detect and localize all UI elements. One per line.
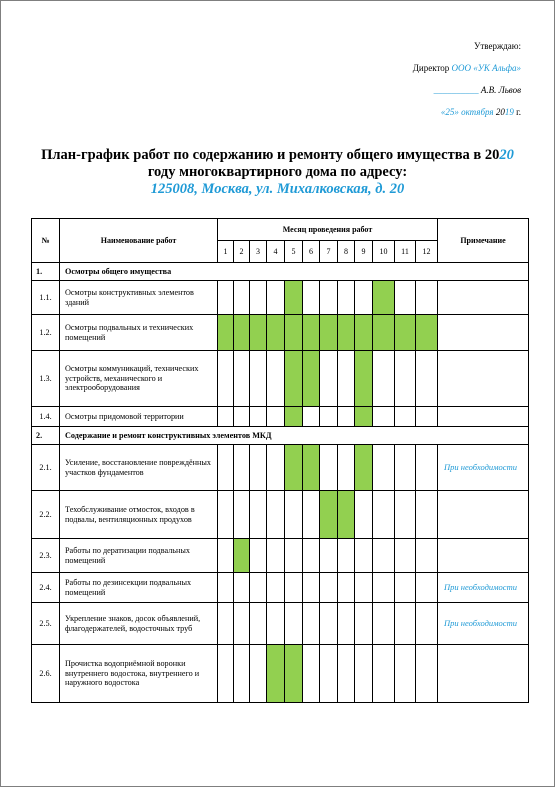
month-cell xyxy=(250,445,267,491)
month-cell xyxy=(218,445,234,491)
month-cell xyxy=(267,445,285,491)
work-number: 1.2. xyxy=(32,315,60,351)
date-quote-open: « xyxy=(440,107,446,117)
signature-blank: __________ xyxy=(433,85,479,95)
month-cell xyxy=(373,645,395,703)
work-row xyxy=(32,573,529,603)
month-cell xyxy=(234,645,250,703)
work-note xyxy=(438,281,529,315)
month-cell-active xyxy=(303,315,320,351)
month-cell xyxy=(355,573,373,603)
work-number: 2.5. xyxy=(32,603,60,645)
month-cell xyxy=(373,491,395,539)
work-row xyxy=(32,351,529,407)
month-header-2: 2 xyxy=(234,241,250,263)
month-cell xyxy=(303,603,320,645)
title-line-1 xyxy=(21,147,534,164)
work-number: 1.1. xyxy=(32,281,60,315)
director-label: Директор xyxy=(412,63,452,73)
work-note xyxy=(438,351,529,407)
section-title: Осмотры общего имущества xyxy=(60,263,529,281)
schedule-table xyxy=(31,218,529,703)
month-cell xyxy=(250,539,267,573)
work-name: Прочистка водоприёмной воронки внутреннего водостока, внутреннего и наружного водостока xyxy=(60,645,218,703)
month-header-9: 9 xyxy=(355,241,373,263)
month-cell xyxy=(218,351,234,407)
month-cell-active xyxy=(416,315,438,351)
month-cell xyxy=(395,491,416,539)
work-number: 2.3. xyxy=(32,539,60,573)
approval-block xyxy=(413,35,521,123)
work-name: Работы по дезинсекции подвальных помещений xyxy=(60,573,218,603)
month-cell xyxy=(395,407,416,427)
date-quote-close: » xyxy=(454,107,459,117)
month-header-11: 11 xyxy=(395,241,416,263)
month-cell-active xyxy=(395,315,416,351)
month-cell-active xyxy=(303,445,320,491)
month-cell xyxy=(416,573,438,603)
month-cell xyxy=(373,445,395,491)
month-cell xyxy=(373,573,395,603)
month-cell xyxy=(320,351,338,407)
month-cell-active xyxy=(320,315,338,351)
work-number: 1.3. xyxy=(32,351,60,407)
month-cell-active xyxy=(285,645,303,703)
month-cell-active xyxy=(285,407,303,427)
title-line-2: году многоквартирного дома по адресу: xyxy=(147,164,408,180)
month-cell-active xyxy=(355,315,373,351)
month-cell xyxy=(285,539,303,573)
work-note xyxy=(438,539,529,573)
month-cell xyxy=(416,445,438,491)
date-tail: г. xyxy=(513,107,521,117)
month-cell xyxy=(338,407,355,427)
month-cell xyxy=(267,603,285,645)
work-number: 2.4. xyxy=(32,573,60,603)
month-header-10: 10 xyxy=(373,241,395,263)
month-cell xyxy=(218,539,234,573)
month-cell xyxy=(355,491,373,539)
work-row xyxy=(32,407,529,427)
work-row xyxy=(32,315,529,351)
work-row xyxy=(32,645,529,703)
month-cell-active xyxy=(303,351,320,407)
month-header-1: 1 xyxy=(218,241,234,263)
month-cell xyxy=(395,351,416,407)
month-cell xyxy=(234,445,250,491)
month-cell xyxy=(267,351,285,407)
month-cell xyxy=(218,573,234,603)
month-cell-active xyxy=(267,645,285,703)
work-name: Усиление, восстановление повреждённых участков фундаментов xyxy=(60,445,218,491)
approval-director-line xyxy=(413,57,521,79)
section-row xyxy=(32,427,529,445)
month-cell xyxy=(267,539,285,573)
month-cell xyxy=(250,407,267,427)
month-cell-active xyxy=(355,445,373,491)
month-cell xyxy=(355,603,373,645)
month-header-8: 8 xyxy=(338,241,355,263)
month-cell xyxy=(338,351,355,407)
month-cell xyxy=(234,407,250,427)
month-cell xyxy=(303,645,320,703)
month-cell xyxy=(320,445,338,491)
month-cell xyxy=(250,351,267,407)
work-note xyxy=(438,491,529,539)
work-number: 2.1. xyxy=(32,445,60,491)
month-cell xyxy=(250,281,267,315)
month-cell xyxy=(416,603,438,645)
work-name: Осмотры конструктивных элементов зданий xyxy=(60,281,218,315)
month-cell xyxy=(303,573,320,603)
month-cell xyxy=(416,645,438,703)
work-row xyxy=(32,281,529,315)
month-cell xyxy=(373,539,395,573)
month-cell xyxy=(285,491,303,539)
section-row xyxy=(32,263,529,281)
month-cell xyxy=(234,491,250,539)
month-cell xyxy=(320,539,338,573)
month-cell xyxy=(320,645,338,703)
month-cell-active xyxy=(285,351,303,407)
month-cell xyxy=(373,407,395,427)
month-cell xyxy=(234,281,250,315)
month-cell xyxy=(234,351,250,407)
month-cell xyxy=(395,281,416,315)
work-name: Осмотры подвальных и технических помещений xyxy=(60,315,218,351)
month-cell-active xyxy=(338,315,355,351)
month-cell xyxy=(303,539,320,573)
work-note: При необходимости xyxy=(438,445,529,491)
month-cell xyxy=(250,603,267,645)
work-note xyxy=(438,407,529,427)
month-cell xyxy=(303,281,320,315)
month-cell xyxy=(373,603,395,645)
date-month: октября xyxy=(458,107,494,117)
month-cell xyxy=(218,407,234,427)
title-main: План-график работ по содержанию и ремонту общего имущества в 20 xyxy=(41,147,500,163)
company-name: ООО «УК Альфа» xyxy=(451,63,521,73)
month-header-12: 12 xyxy=(416,241,438,263)
work-name: Техобслуживание отмосток, входов в подвалы, вентиляционных продухов xyxy=(60,491,218,539)
month-cell xyxy=(395,645,416,703)
approval-date-line xyxy=(413,101,521,123)
month-header-7: 7 xyxy=(320,241,338,263)
header-number: № xyxy=(32,219,60,263)
work-row xyxy=(32,445,529,491)
signatory-name: А.В. Львов xyxy=(480,85,521,95)
section-number: 2. xyxy=(32,427,60,445)
month-cell xyxy=(338,573,355,603)
date-year-suffix: 19 xyxy=(504,107,514,117)
month-cell xyxy=(355,539,373,573)
month-cell xyxy=(395,573,416,603)
month-cell xyxy=(320,407,338,427)
work-row xyxy=(32,539,529,573)
month-cell xyxy=(416,407,438,427)
month-cell xyxy=(355,281,373,315)
header-work-name: Наименование работ xyxy=(60,219,218,263)
month-cell xyxy=(338,539,355,573)
month-cell xyxy=(338,281,355,315)
work-note: При необходимости xyxy=(438,603,529,645)
month-cell xyxy=(338,445,355,491)
month-cell xyxy=(395,603,416,645)
month-cell xyxy=(267,573,285,603)
month-cell xyxy=(320,603,338,645)
month-header-5: 5 xyxy=(285,241,303,263)
month-cell xyxy=(320,573,338,603)
month-cell xyxy=(395,445,416,491)
work-number: 2.6. xyxy=(32,645,60,703)
month-cell xyxy=(267,407,285,427)
month-cell xyxy=(250,573,267,603)
month-cell-active xyxy=(218,315,234,351)
month-cell xyxy=(303,491,320,539)
month-cell xyxy=(338,645,355,703)
month-cell-active xyxy=(285,445,303,491)
month-cell xyxy=(267,281,285,315)
month-cell-active xyxy=(285,315,303,351)
month-cell-active xyxy=(373,315,395,351)
month-cell xyxy=(416,281,438,315)
month-cell xyxy=(234,573,250,603)
month-cell xyxy=(250,645,267,703)
work-row xyxy=(32,603,529,645)
month-cell xyxy=(234,603,250,645)
month-cell xyxy=(303,407,320,427)
month-cell xyxy=(416,351,438,407)
month-cell-active xyxy=(355,351,373,407)
month-cell xyxy=(218,645,234,703)
approval-signature-line xyxy=(413,79,521,101)
month-cell xyxy=(267,491,285,539)
month-cell xyxy=(355,645,373,703)
month-cell-active xyxy=(267,315,285,351)
month-cell xyxy=(416,491,438,539)
month-cell xyxy=(250,491,267,539)
month-cell-active xyxy=(355,407,373,427)
title-address: 125008, Москва, ул. Михалковская, д. 20 xyxy=(150,181,405,197)
month-cell xyxy=(395,539,416,573)
month-cell xyxy=(285,603,303,645)
work-number: 2.2. xyxy=(32,491,60,539)
month-header-3: 3 xyxy=(250,241,267,263)
month-cell-active xyxy=(373,281,395,315)
work-note: При необходимости xyxy=(438,573,529,603)
month-cell-active xyxy=(234,315,250,351)
month-cell-active xyxy=(250,315,267,351)
header-note: Примечание xyxy=(438,219,529,263)
work-number: 1.4. xyxy=(32,407,60,427)
work-note xyxy=(438,645,529,703)
date-year-prefix: 20 xyxy=(493,107,505,117)
month-cell xyxy=(285,573,303,603)
month-cell xyxy=(373,351,395,407)
section-number: 1. xyxy=(32,263,60,281)
month-cell xyxy=(338,603,355,645)
month-cell-active xyxy=(234,539,250,573)
work-row xyxy=(32,491,529,539)
month-cell xyxy=(416,539,438,573)
work-note xyxy=(438,315,529,351)
month-header-6: 6 xyxy=(303,241,320,263)
work-name: Осмотры придомовой территории xyxy=(60,407,218,427)
month-cell xyxy=(218,491,234,539)
document-title xyxy=(21,147,534,198)
section-title: Содержание и ремонт конструктивных элементов МКД xyxy=(60,427,529,445)
month-cell-active xyxy=(338,491,355,539)
work-name: Осмотры коммуникаций, технических устройств, механического и электрооборудования xyxy=(60,351,218,407)
work-name: Укрепление знаков, досок объявлений, флагодержателей, водосточных труб xyxy=(60,603,218,645)
title-year: 20 xyxy=(499,147,514,163)
work-name: Работы по дератизации подвальных помещений xyxy=(60,539,218,573)
month-cell xyxy=(320,281,338,315)
month-cell-active xyxy=(320,491,338,539)
header-months: Месяц проведения работ xyxy=(218,219,438,241)
month-header-4: 4 xyxy=(267,241,285,263)
approval-heading: Утверждаю: xyxy=(473,41,521,51)
month-cell xyxy=(218,603,234,645)
date-day: 25 xyxy=(445,107,455,117)
month-cell-active xyxy=(285,281,303,315)
month-cell xyxy=(218,281,234,315)
